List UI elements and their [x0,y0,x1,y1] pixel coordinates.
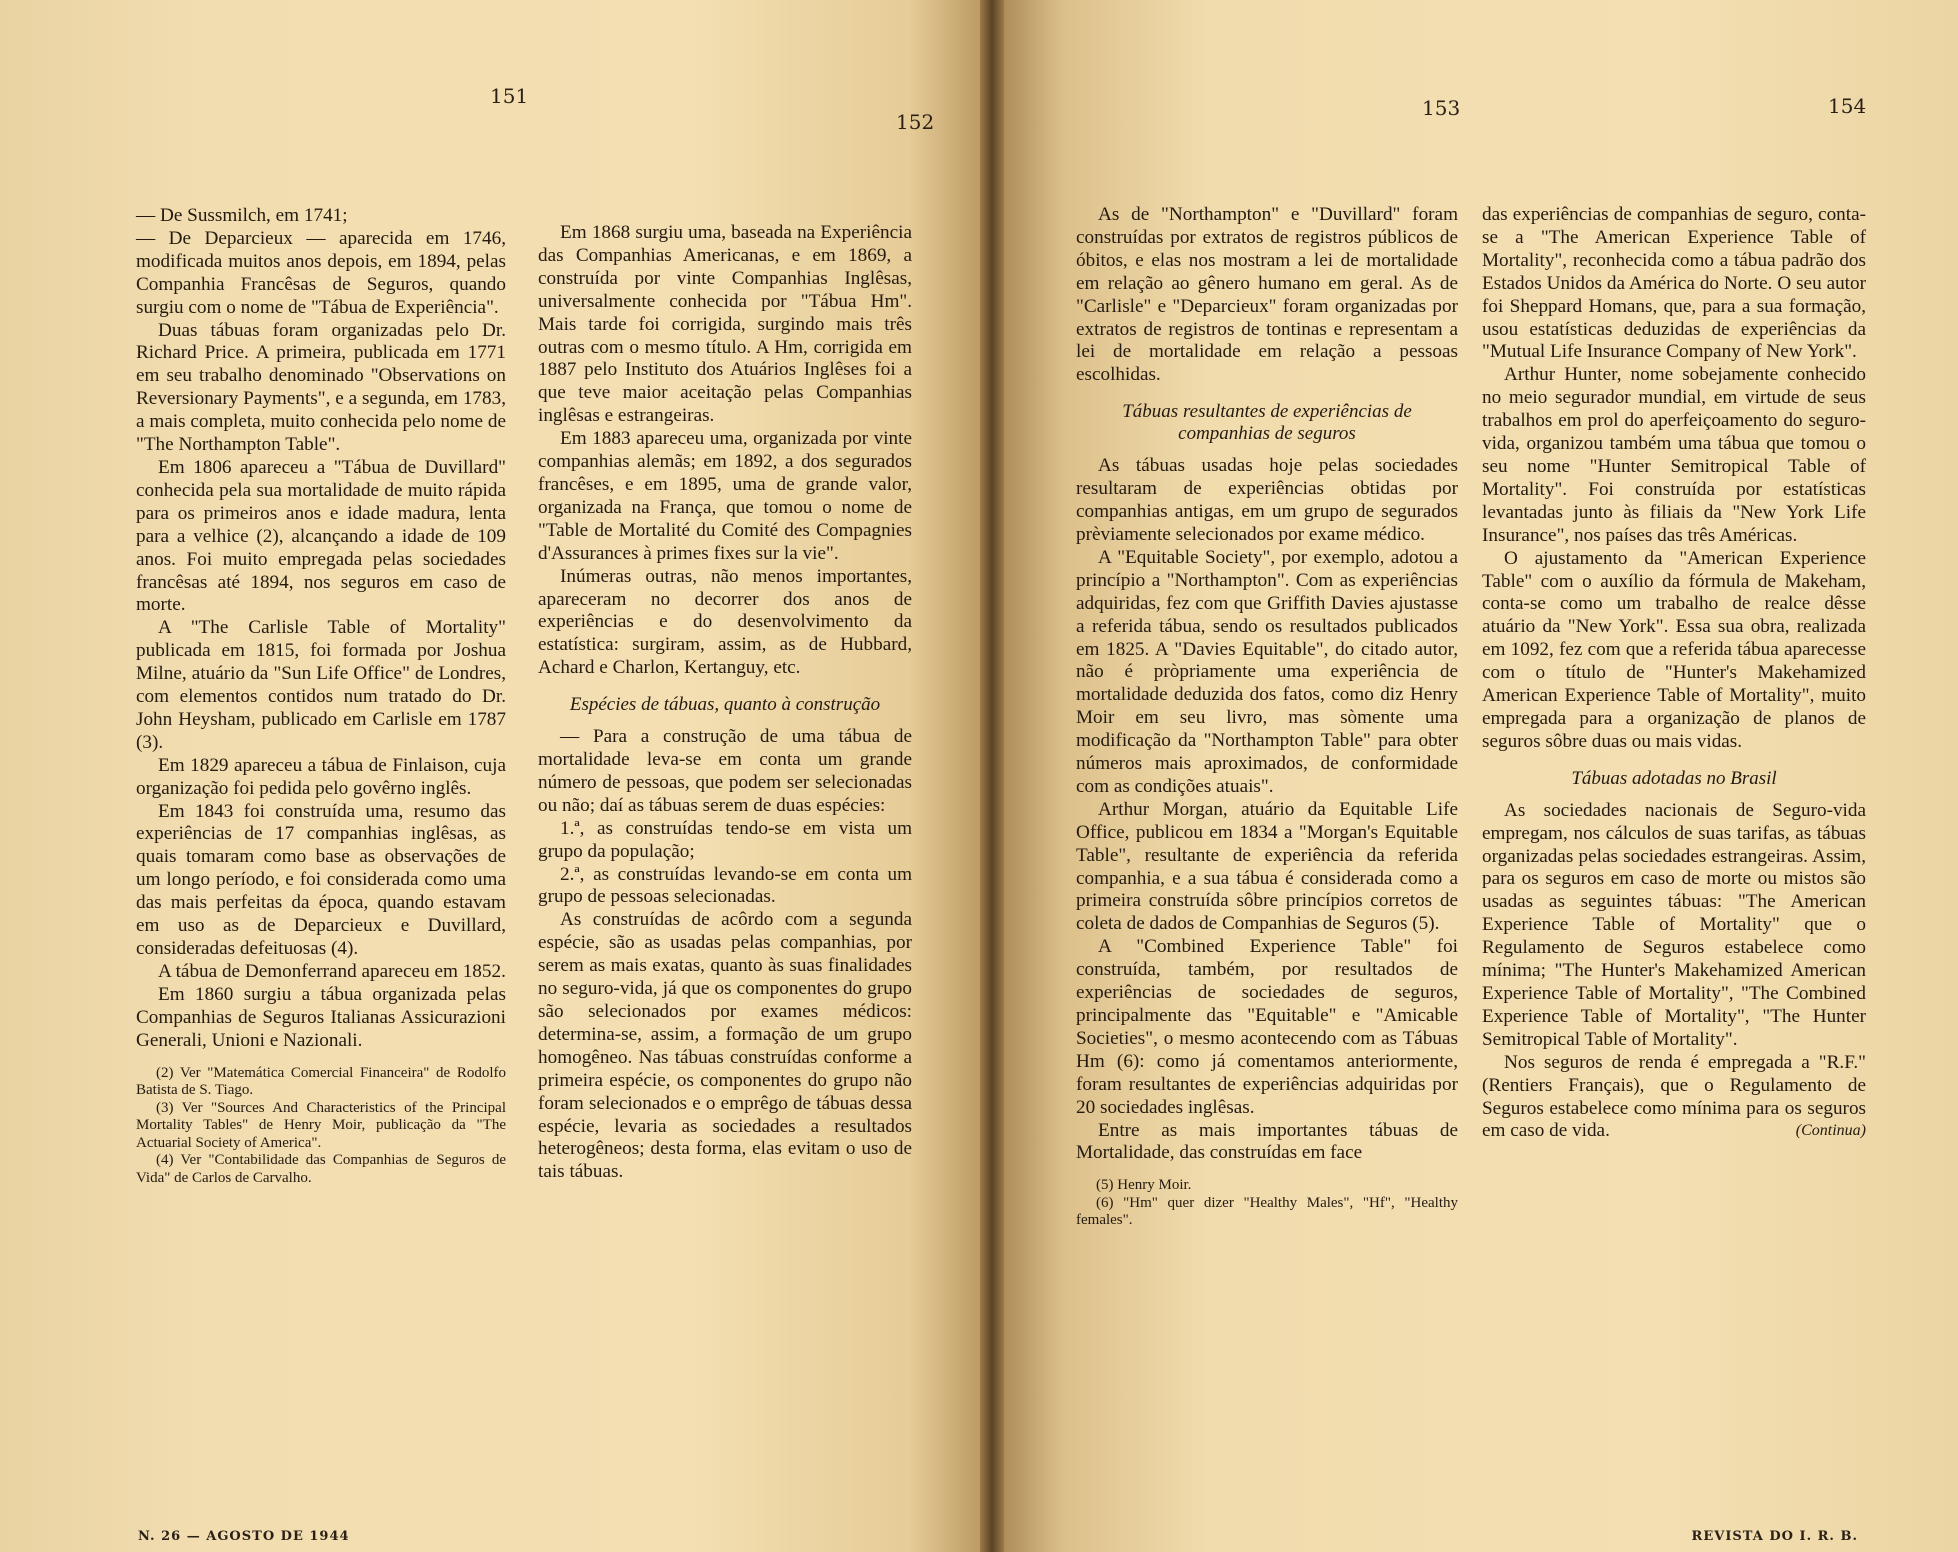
paragraph [1482,1052,1866,1144]
page-number-152: 152 [896,110,935,134]
paragraph: 2.ª, as construídas levando-se em conta um grupo de pessoas selecionadas. [538,863,912,908]
continua-label: (Continua) [1795,1122,1866,1140]
paragraph: Em 1829 apareceu a tábua de Finlaison, cuja organização foi pedida pelo govêrno inglês. [136,754,506,799]
page-number-153: 153 [1422,96,1461,120]
paragraph: Duas tábuas foram organizadas pelo Dr. Richard Price. A primeira, publicada em 1771 em seu trabalho denominado "Observations on Reversionary Payments", e a segunda, em 1783, a mais completa, muito conhecida pelo nome de "The Northampton Table". [136,319,506,456]
book-gutter [980,0,1004,1552]
paragraph: — De Deparcieux — aparecida em 1746, modificada muitos anos depois, em 1894, pelas Companhia Francêsas de Seguros, quando surgiu com o nome de "Tábua de Experiência". [136,227,506,318]
footnote: (6) "Hm" quer dizer "Healthy Males", "Hf", "Healthy females". [1076,1194,1458,1229]
paragraph: As tábuas usadas hoje pelas sociedades resultaram de experiências obtidas por companhias antigas, em um grupo de segurados prèviamente selecionados por exame médico. [1076,455,1458,545]
column-2 [538,222,912,1184]
paragraph: Arthur Morgan, atuário da Equitable Life Office, publicou em 1834 a "Morgan's Equitable Table", resultante de experiência da referida companhia, e a sua tábua é considerada como a primeira construída sôbre princípios corretos de coleta de dados de Companhias de Seguros (5). [1076,798,1458,935]
paragraph: A "The Carlisle Table of Mortality" publicada em 1815, foi formada por Joshua Milne, atuário da "Sun Life Office" de Londres, com elementos contidos num tratado do Dr. John Heysham, publicado em Carlisle em 1787 (3). [136,617,506,753]
paragraph: A tábua de Demonferrand apareceu em 1852. [158,960,506,982]
paragraph: As sociedades nacionais de Seguro-vida empregam, nos cálculos de suas tarifas, as tábuas organizadas pelas sociedades estrangeiras. Assim, para os seguros em caso de morte ou mistos são usadas as seguintes tábuas: "The American Experience Table of Mortality" que o Regulamento de Seguros estabelece como mínima; "The Hunter's Makehamized American Experience Table of Mortality", "The Combined Experience Table of Mortality", "The Hunter Semitropical Table of Mortality". [1482,799,1866,1050]
footnote: (5) Henry Moir. [1096,1177,1192,1194]
paragraph: Em 1883 apareceu uma, organizada por vinte companhias alemãs; em 1892, a dos segurados francêses, e em 1895, uma de grande valor, organizada na França, que tomou o nome de "Table de Mortalité du Comité des Compagnies d'Assurances à primes fixes sur la vie". [538,428,912,564]
paragraph: — De Sussmilch, em 1741; [136,205,348,226]
paragraph: Em 1843 foi construída uma, resumo das experiências de 17 companhias inglêsas, as quais tomaram como base as observações de um longo período, e foi considerada como uma das mais perfeitas da época, quando estavam em uso as de Deparcieux e Duvillard, consideradas defeituosas (4). [136,800,506,959]
footnotes [1076,1177,1458,1230]
paragraph: — Para a construção de uma tábua de mortalidade leva-se em conta um grande número de pessoas, que podem ser selecionadas ou não; daí as tábuas serem de duas espécies: [538,726,912,816]
paragraph: 1.ª, as construídas tendo-se em vista um grupo da população; [538,817,912,862]
page-number-154: 154 [1828,94,1867,118]
column-3 [1076,204,1458,1230]
column-4 [1482,204,1866,1143]
paragraph: A "Equitable Society", por exemplo, adotou a princípio a "Northampton". Com as experiências adquiridas, fez com que Griffith Davies ajustasse a referida tábua, sendo os resultados publicados em 1825. A "Davies Equitable", do citado autor, não é pròpriamente uma experiência de mortalidade deduzida dos fatos, como diz Henry Moir em seu livro, mas sòmente uma modificação da "Northampton Table" para obter números mais aproximados, de conformidade com as condições atuais". [1076,546,1458,797]
footnote: (3) Ver "Sources And Characteristics of the Principal Mortality Tables" de Henry Moir, publicação da "The Actuarial Society of America". [136,1099,506,1151]
paragraph: Em 1860 surgiu a tábua organizada pelas Companhias de Seguros Italianas Assicurazioni Generali, Unioni e Nazionali. [136,983,506,1051]
paragraph: Entre as mais importantes tábuas de Mortalidade, das construídas em face [1076,1119,1458,1164]
paragraph: A "Combined Experience Table" foi construída, também, por resultados de experiências de sociedades de seguros, principalmente das "Equitable" e "Amicable Societies", o mesmo acontecendo com as Tábuas Hm (6): como já comentamos anteriormente, foram resultantes de experiências adquiridas por 20 sociedades inglêsas. [1076,936,1458,1118]
paragraph: Inúmeras outras, não menos importantes, apareceram no decorrer dos anos de experiências e do desenvolvimento da estatística: surgiram, assim, as de Hubbard, Achard e Charlon, Kertanguy, etc. [538,565,912,679]
page-number-151: 151 [490,84,529,108]
section-heading: Tábuas resultantes de experiências de companhias de seguros [1122,401,1412,445]
footer-journal: REVISTA DO I. R. B. [1691,1529,1858,1544]
column-1 [136,205,506,1187]
footer-issue: N. 26 — AGOSTO DE 1944 [138,1529,350,1544]
section-heading: Espécies de tábuas, quanto à construção [569,694,881,716]
paragraph: As de "Northampton" e "Duvillard" foram construídas por extratos de registros públicos de óbitos, e elas nos mostram a lei de mortalidade em relação ao gênero humano em geral. As de "Carlisle" e "Deparcieux" foram organizadas por extratos de registros de tontinas e representam a lei de mortalidade em relação a pessoas escolhidas. [1076,204,1458,386]
paragraph: As construídas de acôrdo com a segunda espécie, são as usadas pelas companhias, por serem as mais exatas, quanto às suas finalidades no seguro-vida, já que os componentes do grupo são selecionados por exames médicos: determina-se, assim, a formação de um grupo homogêneo. Nas tábuas construídas conforme a primeira espécie, os componentes do grupo não foram selecionados e o emprêgo de tábuas dessa espécie, levaria as sociedades a resultados heterogêneos; desta forma, elas evitam o uso de tais tábuas. [538,909,912,1183]
paragraph-text: Nos seguros de renda é empregada a "R.F." (Rentiers Français), que o Regulamento de Seguros estabelece como mínima para os seguros em caso de vida. [1482,1051,1866,1142]
footnote: (2) Ver "Matemática Comercial Financeira" de Rodolfo Batista de S. Tiago. [136,1064,506,1099]
paragraph: Arthur Hunter, nome sobejamente conhecido no meio segurador mundial, em virtude de seus trabalhos em prol do aperfeiçoamento do seguro-vida, organizou também uma tábua que tomou o seu nome "Hunter Semitropical Table of Mortality". Foi construída por estatísticas levantadas junto às filiais da "New York Life Insurance", nos países das três Américas. [1482,364,1866,546]
paragraph: Em 1868 surgiu uma, baseada na Experiência das Companhias Americanas, e em 1869, a construída por vinte Companhias Inglêsas, universalmente conhecida por "Tábua Hm". Mais tarde foi corrigida, surgindo mais três outras com o mesmo título. A Hm, corrigida em 1887 pelo Instituto dos Atuários Inglêses foi a que teve maior aceitação pelas Companhias inglêsas e estrangeiras. [538,222,912,427]
footnotes [136,1065,506,1188]
paragraph: Em 1806 apareceu a "Tábua de Duvillard" conhecida pela sua mortalidade de muito rápida para os primeiros anos e idade madura, lenta para a velhice (2), alcançando a idade de 109 anos. Foi muito empregada pelas sociedades francêsas até 1894, nos seguros em caso de morte. [136,456,506,616]
paragraph: das experiências de companhias de seguro, conta-se a "The American Experience Table of Mortality", reconhecida como a tábua padrão dos Estados Unidos da América do Norte. O seu autor foi Sheppard Homans, que, para a sua formação, usou estatísticas deduzidas de experiências da "Mutual Life Insurance Company of New York". [1482,204,1866,363]
paragraph: O ajustamento da "American Experience Table" com o auxílio da fórmula de Makeham, conta-se como um trabalho de realce dêsse atuário da "New York". Essa sua obra, realizada em 1092, fez com que a referida tábua aparecesse com o título de "Hunter's Makehamized American Experience Table of Mortality", muito empregada para a organização de planos de seguros sôbre duas ou mais vidas. [1482,547,1866,752]
section-heading: Tábuas adotadas no Brasil [1571,767,1777,789]
footnote: (4) Ver "Contabilidade das Companhias de Seguros de Vida" de Carlos de Carvalho. [136,1152,506,1186]
